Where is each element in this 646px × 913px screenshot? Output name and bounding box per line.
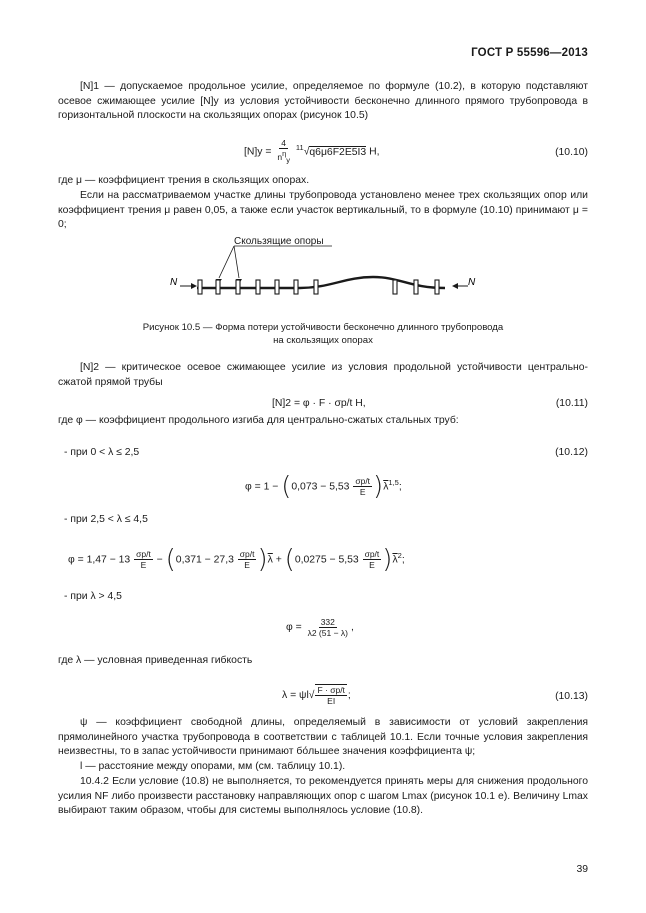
document-header: ГОСТ Р 55596—2013 bbox=[471, 47, 588, 59]
eq1-root: √q6μ6F2E5I3 bbox=[303, 146, 367, 158]
eq2-number: (10.11) bbox=[555, 398, 588, 409]
eq4-paren2-close: ) bbox=[382, 544, 393, 575]
eq3-num: σp/t bbox=[355, 476, 371, 487]
paragraph-n2: [N]2 — критическое осевое сжимающее усилие из условия продольной устойчивости центрально-сжатой прямой трубы bbox=[58, 362, 588, 388]
eq4-num3: σp/t bbox=[364, 549, 380, 560]
eq3-exp: 1,5 bbox=[388, 478, 399, 487]
eq3-paren-close: ) bbox=[373, 471, 384, 502]
figure-supports-label: Скользящие опоры bbox=[234, 236, 324, 247]
case-2-condition: - при 2,5 < λ ≤ 4,5 bbox=[64, 514, 148, 525]
eq5-end: , bbox=[351, 622, 354, 633]
eq3-fraction bbox=[353, 476, 372, 497]
paragraph-phi: где φ — коэффициент продольного изгиба для центрально-сжатых стальных труб: bbox=[58, 415, 459, 426]
equation-phi-case2: φ = 1,47 − 13 $\frac{\sigma p/t}{E}$ − (0,371 − 27,3 $\frac{\sigma p/t}{E}$ )$\overline{\lambda} + (0,0275 - 5,53$ $\frac{\sigma p/t}{E}$ )$\overline{\lambda}^2$; bbox=[68, 544, 405, 575]
eq1-fraction bbox=[275, 138, 292, 166]
equation-10-10 bbox=[244, 138, 380, 166]
eq1-tail: H, bbox=[369, 146, 380, 158]
equation-10-11: [N]2 = φ · F · σp/t H, bbox=[272, 398, 366, 409]
figure-force-right-label: N bbox=[468, 277, 476, 288]
eq1-sign: = bbox=[265, 146, 272, 158]
eq1-lhs: [N]y bbox=[244, 146, 263, 158]
eq5-den: λ2 (51 − λ) bbox=[307, 627, 348, 638]
paragraph-mu: где μ — коэффициент трения в скользящих опорах. bbox=[58, 175, 310, 186]
eq4-num2: σp/t bbox=[239, 549, 255, 560]
eq1-den-n: n bbox=[277, 151, 283, 162]
eq1-sub: y bbox=[286, 155, 290, 165]
eq1-sup: η bbox=[282, 149, 287, 158]
paragraph-condition: Если на рассматриваемом участке длины трубопровода установлено менее трех скользящих опор или коэффициент трения μ равен 0,05, а также если участок вертикальный, то в формуле (10.10) принимают μ = 0; bbox=[58, 190, 588, 230]
eq1-num: 4 bbox=[281, 138, 287, 148]
figure-force-left-label: N bbox=[170, 277, 178, 288]
eq3-number: (10.12) bbox=[555, 447, 588, 458]
eq5-num: 332 bbox=[320, 616, 335, 627]
eq6-num: F · σp/t bbox=[317, 685, 345, 696]
eq6-den: EI bbox=[327, 696, 336, 707]
paragraph-lambda: где λ — условная приведенная гибкость bbox=[58, 655, 253, 666]
eq6-root: √ bbox=[308, 690, 315, 701]
equation-10-12 bbox=[245, 470, 402, 502]
eq5-fraction bbox=[306, 617, 350, 638]
eq4-lambda1: $\overline{\lambda}$ bbox=[267, 554, 273, 566]
case-1-condition: - при 0 < λ ≤ 2,5 bbox=[64, 447, 140, 458]
paragraph-psi: ψ — коэффициент свободной длины, определяемый в зависимости от условий закрепления прямолинейного участка трубопровода в соответствии с таблицей 10.1. Если точные условия закрепления неизвестны, то в запас устойчивости принимают бо́льшее значения коэффициента ψ; bbox=[58, 717, 588, 757]
eq3-a: φ = 1 − bbox=[245, 481, 279, 493]
paragraph-10-4-2: 10.4.2 Если условие (10.8) не выполняется, то рекомендуется принять меры для снижения продольного усилия NF либо произвести расстановку направляющих опор с шагом Lmax (рисунок 10.1 е). Величину Lmax выбирают таким образом, чтобы для системы выполнялось условие (10.8). bbox=[58, 776, 588, 816]
eq3-b: 0,073 − 5,53 bbox=[291, 481, 350, 493]
figure-caption-line1: Рисунок 10.5 — Форма потери устойчивости бесконечно длинного трубопровода bbox=[142, 322, 504, 333]
eq4-paren2-open: ( bbox=[284, 544, 295, 575]
eq4-b: 0,371 − 27,3 bbox=[175, 554, 234, 566]
eq1-radicand: q6μ6F2E5I3 bbox=[309, 146, 367, 158]
pipe-line bbox=[197, 277, 445, 288]
eq1-den bbox=[275, 149, 292, 166]
eq4-den3: E bbox=[369, 560, 375, 571]
figure-buckling-sliding-supports bbox=[150, 232, 490, 312]
eq4-frac2 bbox=[238, 549, 257, 570]
equation-10-13 bbox=[282, 682, 351, 710]
eq3-paren-open: ( bbox=[281, 471, 292, 502]
eq4-num1: σp/t bbox=[136, 549, 151, 560]
eq4-frac3 bbox=[363, 549, 382, 570]
case-3-condition: - при λ > 4,5 bbox=[64, 591, 122, 602]
eq6-lhs: λ = ψl bbox=[282, 690, 309, 701]
eq5-lhs: φ = bbox=[286, 622, 302, 633]
eq3-den: E bbox=[359, 487, 366, 498]
eq1-root-index: 11 bbox=[295, 143, 304, 153]
paragraph-l: l — расстояние между опорами, мм (см. таблицу 10.1). bbox=[80, 761, 346, 772]
eq4-paren1-open: ( bbox=[165, 544, 176, 575]
eq4-a: φ = 1,47 − 13 bbox=[68, 554, 131, 566]
eq4-lambda2: $\overline{\lambda}$ bbox=[392, 554, 398, 566]
page-number: 39 bbox=[576, 864, 588, 875]
eq6-number: (10.13) bbox=[555, 691, 588, 702]
eq3-lambda: $\overline{\lambda}$ bbox=[383, 481, 389, 493]
equation-phi-case3 bbox=[286, 614, 354, 642]
eq1-number: (10.10) bbox=[555, 147, 588, 158]
eq4-paren1-close: ) bbox=[257, 544, 268, 575]
eq4-c: 0,0275 − 5,53 bbox=[294, 554, 359, 566]
figure-caption-line2: на скользящих опорах bbox=[273, 335, 373, 346]
paragraph-n1: [N]1 — допускаемое продольное усилие, определяемое по формуле (10.2), в которую подставляют осевое сжимающее усилие [N]y из условия устойчивости бесконечно длинного прямого трубопровода в горизонтальной плоскости на скользящих опорах (рисунок 10.5) bbox=[58, 81, 588, 121]
eq4-end: ; bbox=[401, 554, 405, 566]
eq6-end: ; bbox=[347, 690, 351, 701]
eq4-den2: E bbox=[244, 560, 250, 571]
eq3-end: ; bbox=[398, 481, 402, 493]
eq6-fraction bbox=[315, 684, 346, 706]
eq4-den1: E bbox=[140, 560, 147, 571]
eq4-exp: 2 bbox=[397, 551, 402, 560]
eq4-frac1 bbox=[134, 549, 153, 570]
